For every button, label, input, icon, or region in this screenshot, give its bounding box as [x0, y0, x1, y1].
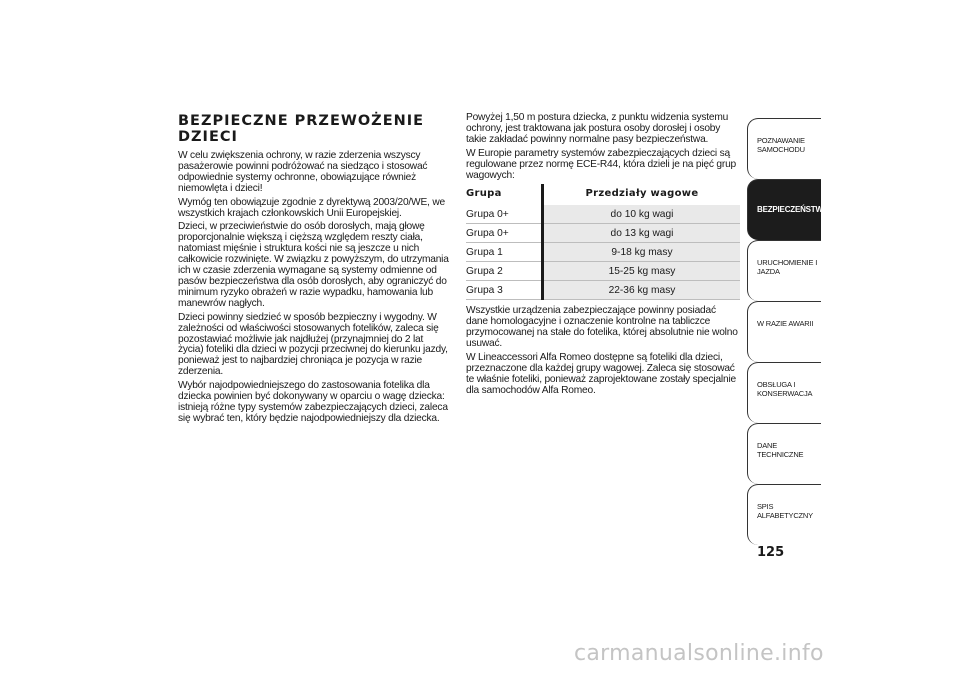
tab-uruchomienie-i-jazda[interactable]: [747, 240, 821, 301]
weight-groups-table: [466, 184, 740, 300]
table-row: [466, 262, 740, 281]
paragraph: W celu zwiększenia ochrony, w razie zderzenia wszyscy pasażerowie powinni podróżować na siedząco i stosować odpowiednie systemy ochronne, obowiązujące również niemowlęta i dzieci!: [178, 150, 428, 194]
section-title: [178, 113, 438, 145]
group-column-header: Grupa: [466, 188, 502, 200]
group-cell: Grupa 1: [466, 243, 542, 262]
tab-label: SAMOCHODU: [757, 145, 805, 154]
weight-range-cell: do 10 kg wagi: [542, 205, 740, 224]
paragraph: Powyżej 1,50 m postura dziecka, z punktu widzenia systemu ochrony, jest traktowana jak postura osoby dorosłej i osoby takie zakładać powinny normalne pasy bezpieczeństwa.: [466, 112, 729, 145]
tab-spis-alfabetyczny[interactable]: [747, 484, 821, 545]
left-column: [178, 151, 450, 428]
tab-label: SPIS ALFABETYCZNY: [757, 502, 813, 520]
weight-range-cell: 15-25 kg masy: [542, 262, 740, 281]
paragraph: Wszystkie urządzenia zabezpieczające powinny posiadać dane homologacyjne i oznaczenie kontrolne na tabliczce przymocowanej na stałe do fotelika, której absolutnie nie wolno usuwać.: [466, 305, 738, 350]
group-cell: Grupa 3: [466, 281, 542, 300]
watermark-text: carmanualsonline.info: [574, 641, 824, 666]
tab-label: KONSERWACJA: [757, 389, 813, 398]
tab-label: BEZPIECZEŃSTWO: [757, 205, 829, 214]
table-header-row: [466, 184, 740, 205]
weight-range-cell: 22-36 kg masy: [542, 281, 740, 300]
tab-label: POZNAWANIE: [757, 136, 805, 145]
page-number: 125: [757, 545, 785, 560]
table-row: [466, 281, 740, 300]
tab-poznawanie-samochodu[interactable]: [747, 118, 821, 179]
table-row: [466, 205, 740, 224]
weight-range-cell: do 13 kg wagi: [542, 224, 740, 243]
tab-dane-techniczne[interactable]: [747, 423, 821, 484]
tab-w-razie-awarii[interactable]: [747, 301, 821, 362]
table-row: [466, 224, 740, 243]
tab-label: DANE TECHNICZNE: [757, 441, 804, 459]
group-cell: Grupa 0+: [466, 224, 542, 243]
paragraph: W Lineaccessori Alfa Romeo dostępne są foteliki dla dzieci, przeznaczone dla każdej grupy wagowej. Zaleca się stosować te właśnie foteliki, ponieważ zaprojektowane zostały specjalnie dla samochodów Alfa Romeo.: [466, 352, 736, 396]
tab-label: W RAZIE AWARII: [757, 319, 814, 328]
weight-range-cell: 9-18 kg masy: [542, 243, 740, 262]
tab-label: JAZDA: [757, 267, 780, 276]
section-title-line1: BEZPIECZNE PRZEWOŻENIE: [178, 113, 425, 129]
group-cell: Grupa 0+: [466, 205, 542, 224]
paragraph: Dzieci, w przeciwieństwie do osób dorosłych, mają głowę proporcjonalnie większą i cięższą względem reszty ciała, natomiast mięśnie i struktura kości nie są jeszcze u nich całkowicie rozwinięte. W związku z powyższym, do utrzymania ich w czasie zderzenia wymagane są systemy odmienne od pasów bezpieczeństwa dla osób dorosłych, aby ograniczyć do minimum ryzyko obrażeń w razie wypadku, hamowania lub manewrów nagłych.: [178, 221, 449, 309]
paragraph: W Europie parametry systemów zabezpieczających dzieci są regulowane przez normę ECE-R44, która dzieli je na pięć grup wagowych:: [466, 147, 736, 181]
right-column: [466, 113, 740, 400]
section-title-line2: DZIECI: [178, 129, 238, 145]
tab-label: OBSŁUGA I: [757, 380, 796, 389]
tab-bezpieczenstwo[interactable]: [747, 179, 829, 240]
chapter-tabs: [747, 118, 829, 545]
group-cell: Grupa 2: [466, 262, 542, 281]
tab-label: URUCHOMIENIE I: [757, 258, 818, 267]
tab-obsluga-i-konserwacja[interactable]: [747, 362, 821, 423]
paragraph: Wybór najodpowiedniejszego do zastosowania fotelika dla dziecka powinien być dokonywany w oparciu o wagę dziecka: istnieją różne typy systemów zabezpieczających dzieci, zaleca się wybrać ten, który będzie najodpowiedniejszy dla dziecka.: [178, 380, 448, 424]
weight-range-column-header: Przedziały wagowe: [542, 184, 740, 205]
table-row: [466, 243, 740, 262]
paragraph: Wymóg ten obowiązuje zgodnie z dyrektywą 2003/20/WE, we wszystkich krajach członkowskich Unii Europejskiej.: [178, 196, 445, 219]
paragraph: Dzieci powinny siedzieć w sposób bezpieczny i wygodny. W zależności od właściwości stosowanych fotelików, zaleca się pozostawiać możliwie jak najdłużej (przynajmniej do 2 lat życia) foteliki dla dzieci w pozycji przeciwnej do kierunku jazdy, ponieważ jest to najbardziej chroniąca je pozycja w razie zderzenia.: [178, 311, 448, 378]
